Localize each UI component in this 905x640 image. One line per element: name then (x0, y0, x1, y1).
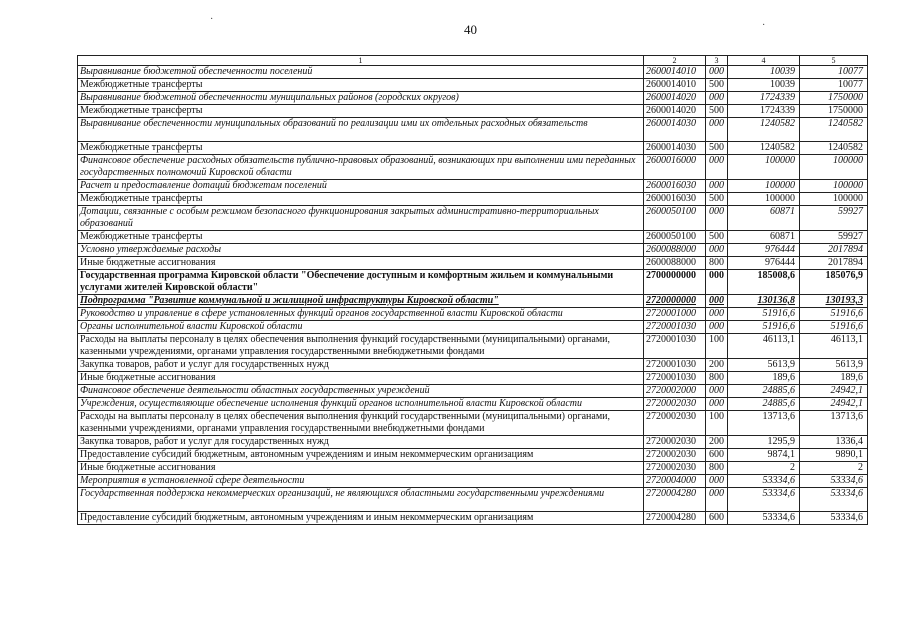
table-row (78, 398, 868, 411)
row-value-year2: 13713,6 (800, 411, 868, 436)
table-row (78, 462, 868, 475)
row-value-year2: 24942,1 (800, 398, 868, 411)
row-code: 2720004280 (644, 488, 706, 512)
row-value-year1: 53334,6 (728, 488, 800, 512)
row-code: 2720002030 (644, 462, 706, 475)
row-value-year2: 53334,6 (800, 475, 868, 488)
row-code: 2600014010 (644, 79, 706, 92)
row-name: Подпрограмма "Развитие коммунальной и жилищной инфраструктуры Кировской области" (78, 295, 644, 308)
header-col-4: 4 (728, 56, 800, 66)
row-subcode: 000 (706, 308, 728, 321)
row-value-year1: 24885,6 (728, 385, 800, 398)
scan-speck: · (210, 14, 214, 25)
row-code: 2720001030 (644, 321, 706, 334)
row-value-year1: 5613,9 (728, 359, 800, 372)
row-name: Закупка товаров, работ и услуг для государственных нужд (78, 359, 644, 372)
row-value-year1: 24885,6 (728, 398, 800, 411)
row-name: Выравнивание бюджетной обеспеченности муниципальных районов (городских округов) (78, 92, 644, 105)
row-code: 2720001000 (644, 308, 706, 321)
budget-table (77, 55, 868, 525)
table-row (78, 118, 868, 142)
row-value-year2: 100000 (800, 193, 868, 206)
page-number: 40 (464, 22, 477, 37)
table-row (78, 244, 868, 257)
row-value-year1: 51916,6 (728, 308, 800, 321)
row-value-year1: 976444 (728, 257, 800, 270)
row-value-year1: 53334,6 (728, 475, 800, 488)
row-value-year2: 100000 (800, 155, 868, 180)
row-code: 2720001030 (644, 359, 706, 372)
row-name: Учреждения, осуществляющие обеспечение исполнения функций органов исполнительной власти Кировской области (78, 398, 644, 411)
row-value-year1: 1295,9 (728, 436, 800, 449)
row-name: Иные бюджетные ассигнования (78, 462, 644, 475)
header-col-5: 5 (800, 56, 868, 66)
row-subcode: 200 (706, 436, 728, 449)
row-subcode: 000 (706, 321, 728, 334)
table-row (78, 321, 868, 334)
table-row (78, 488, 868, 512)
row-value-year2: 185076,9 (800, 270, 868, 295)
row-name: Расходы на выплаты персоналу в целях обеспечения выполнения функций государственными (муниципальными) органами, казенными учреждениями, органами управления государственными внебюджетными фондами (78, 411, 644, 436)
scan-speck: · (762, 20, 766, 31)
row-code: 2720002030 (644, 398, 706, 411)
row-name: Межбюджетные трансферты (78, 79, 644, 92)
table-row (78, 270, 868, 295)
row-subcode: 500 (706, 105, 728, 118)
row-value-year2: 53334,6 (800, 512, 868, 525)
row-value-year2: 1336,4 (800, 436, 868, 449)
row-subcode: 000 (706, 475, 728, 488)
row-value-year1: 10039 (728, 79, 800, 92)
row-name: Руководство и управление в сфере установленных функций органов государственной власти Кировской области (78, 308, 644, 321)
row-code: 2720002030 (644, 449, 706, 462)
table-row (78, 436, 868, 449)
row-name: Иные бюджетные ассигнования (78, 372, 644, 385)
row-subcode: 000 (706, 92, 728, 105)
table-row (78, 206, 868, 231)
header-col-3: 3 (706, 56, 728, 66)
table-row (78, 334, 868, 359)
row-value-year2: 2017894 (800, 257, 868, 270)
row-value-year1: 100000 (728, 180, 800, 193)
row-value-year1: 2 (728, 462, 800, 475)
row-subcode: 800 (706, 257, 728, 270)
row-subcode: 000 (706, 180, 728, 193)
row-value-year1: 53334,6 (728, 512, 800, 525)
row-name: Государственная программа Кировской области "Обеспечение доступным и комфортным жильем и коммунальными услугами жителей Кировской области" (78, 270, 644, 295)
row-code: 2600088000 (644, 244, 706, 257)
table-row (78, 359, 868, 372)
table-row (78, 92, 868, 105)
row-name: Межбюджетные трансферты (78, 193, 644, 206)
row-value-year1: 100000 (728, 193, 800, 206)
table-row (78, 475, 868, 488)
row-code: 2600016030 (644, 180, 706, 193)
row-code: 2600014020 (644, 92, 706, 105)
table-row (78, 66, 868, 79)
row-code: 2720002030 (644, 436, 706, 449)
row-value-year2: 1240582 (800, 142, 868, 155)
row-name: Межбюджетные трансферты (78, 231, 644, 244)
row-value-year1: 189,6 (728, 372, 800, 385)
row-code: 2720002000 (644, 385, 706, 398)
row-subcode: 000 (706, 385, 728, 398)
row-value-year2: 1750000 (800, 105, 868, 118)
table-row (78, 79, 868, 92)
row-value-year2: 24942,1 (800, 385, 868, 398)
row-name: Дотации, связанные с особым режимом безопасного функционирования закрытых административно-территориальных образований (78, 206, 644, 231)
row-code: 2600014030 (644, 142, 706, 155)
row-value-year2: 100000 (800, 180, 868, 193)
table-row (78, 411, 868, 436)
table-row (78, 155, 868, 180)
row-value-year2: 5613,9 (800, 359, 868, 372)
row-value-year2: 189,6 (800, 372, 868, 385)
row-value-year1: 976444 (728, 244, 800, 257)
row-value-year2: 1750000 (800, 92, 868, 105)
row-code: 2600050100 (644, 231, 706, 244)
table-row (78, 449, 868, 462)
row-subcode: 100 (706, 411, 728, 436)
header-col-2: 2 (644, 56, 706, 66)
row-subcode: 000 (706, 398, 728, 411)
header-row (78, 56, 868, 66)
row-value-year1: 10039 (728, 66, 800, 79)
row-subcode: 600 (706, 449, 728, 462)
table-row (78, 193, 868, 206)
row-code: 2600016000 (644, 155, 706, 180)
row-value-year2: 2017894 (800, 244, 868, 257)
row-subcode: 000 (706, 66, 728, 79)
row-name: Государственная поддержка некоммерческих организаций, не являющихся областными государственными учреждениями (78, 488, 644, 512)
row-value-year1: 185008,6 (728, 270, 800, 295)
table-row (78, 308, 868, 321)
budget-table-body (78, 56, 868, 525)
row-value-year1: 100000 (728, 155, 800, 180)
row-code: 2720002030 (644, 411, 706, 436)
row-name: Закупка товаров, работ и услуг для государственных нужд (78, 436, 644, 449)
row-name: Органы исполнительной власти Кировской области (78, 321, 644, 334)
row-value-year2: 1240582 (800, 118, 868, 142)
row-value-year2: 46113,1 (800, 334, 868, 359)
row-value-year2: 10077 (800, 79, 868, 92)
row-code: 2600014030 (644, 118, 706, 142)
row-name: Условно утверждаемые расходы (78, 244, 644, 257)
row-value-year2: 51916,6 (800, 321, 868, 334)
row-value-year2: 10077 (800, 66, 868, 79)
row-value-year1: 9874,1 (728, 449, 800, 462)
table-row (78, 142, 868, 155)
row-code: 2600016030 (644, 193, 706, 206)
row-name: Межбюджетные трансферты (78, 105, 644, 118)
row-name: Мероприятия в установленной сфере деятельности (78, 475, 644, 488)
table-row (78, 231, 868, 244)
table-row (78, 512, 868, 525)
row-name: Предоставление субсидий бюджетным, автономным учреждениям и иным некоммерческим организациям (78, 449, 644, 462)
row-code: 2600050100 (644, 206, 706, 231)
row-code: 2720001030 (644, 372, 706, 385)
row-subcode: 800 (706, 462, 728, 475)
row-value-year2: 59927 (800, 231, 868, 244)
table-row (78, 295, 868, 308)
row-code: 2720004000 (644, 475, 706, 488)
row-subcode: 000 (706, 488, 728, 512)
row-name: Межбюджетные трансферты (78, 142, 644, 155)
row-subcode: 600 (706, 512, 728, 525)
row-name: Финансовое обеспечение деятельности областных государственных учреждений (78, 385, 644, 398)
row-code: 2600088000 (644, 257, 706, 270)
row-code: 2700000000 (644, 270, 706, 295)
row-value-year1: 1240582 (728, 118, 800, 142)
row-subcode: 000 (706, 244, 728, 257)
row-subcode: 800 (706, 372, 728, 385)
table-row (78, 105, 868, 118)
row-value-year2: 130193,3 (800, 295, 868, 308)
row-name: Расчет и предоставление дотаций бюджетам поселений (78, 180, 644, 193)
row-subcode: 000 (706, 206, 728, 231)
row-subcode: 500 (706, 79, 728, 92)
row-name: Выравнивание обеспеченности муниципальных образований по реализации ими их отдельных расходных обязательств (78, 118, 644, 142)
table-row (78, 385, 868, 398)
table-row (78, 257, 868, 270)
row-code: 2600014020 (644, 105, 706, 118)
row-value-year1: 46113,1 (728, 334, 800, 359)
row-subcode: 500 (706, 193, 728, 206)
row-code: 2720000000 (644, 295, 706, 308)
row-code: 2600014010 (644, 66, 706, 79)
row-subcode: 000 (706, 295, 728, 308)
row-value-year1: 51916,6 (728, 321, 800, 334)
row-subcode: 000 (706, 118, 728, 142)
row-subcode: 000 (706, 270, 728, 295)
row-value-year1: 1724339 (728, 105, 800, 118)
row-code: 2720001030 (644, 334, 706, 359)
table-row (78, 180, 868, 193)
row-value-year1: 1240582 (728, 142, 800, 155)
row-name: Выравнивание бюджетной обеспеченности поселений (78, 66, 644, 79)
row-subcode: 100 (706, 334, 728, 359)
row-value-year1: 1724339 (728, 92, 800, 105)
row-name: Предоставление субсидий бюджетным, автономным учреждениям и иным некоммерческим организациям (78, 512, 644, 525)
row-value-year2: 2 (800, 462, 868, 475)
row-subcode: 200 (706, 359, 728, 372)
row-value-year1: 60871 (728, 231, 800, 244)
row-name: Расходы на выплаты персоналу в целях обеспечения выполнения функций государственными (муниципальными) органами, казенными учреждениями, органами управления государственными внебюджетными фондами (78, 334, 644, 359)
row-value-year2: 51916,6 (800, 308, 868, 321)
row-value-year1: 130136,8 (728, 295, 800, 308)
row-name: Финансовое обеспечение расходных обязательств публично-правовых образований, возникающих при выполнении ими переданных государственных полномочий Кировской области (78, 155, 644, 180)
row-subcode: 500 (706, 142, 728, 155)
row-value-year1: 13713,6 (728, 411, 800, 436)
header-col-1: 1 (78, 56, 644, 66)
row-value-year1: 60871 (728, 206, 800, 231)
row-subcode: 500 (706, 231, 728, 244)
row-subcode: 000 (706, 155, 728, 180)
row-code: 2720004280 (644, 512, 706, 525)
row-name: Иные бюджетные ассигнования (78, 257, 644, 270)
table-row (78, 372, 868, 385)
row-value-year2: 53334,6 (800, 488, 868, 512)
row-value-year2: 9890,1 (800, 449, 868, 462)
row-value-year2: 59927 (800, 206, 868, 231)
